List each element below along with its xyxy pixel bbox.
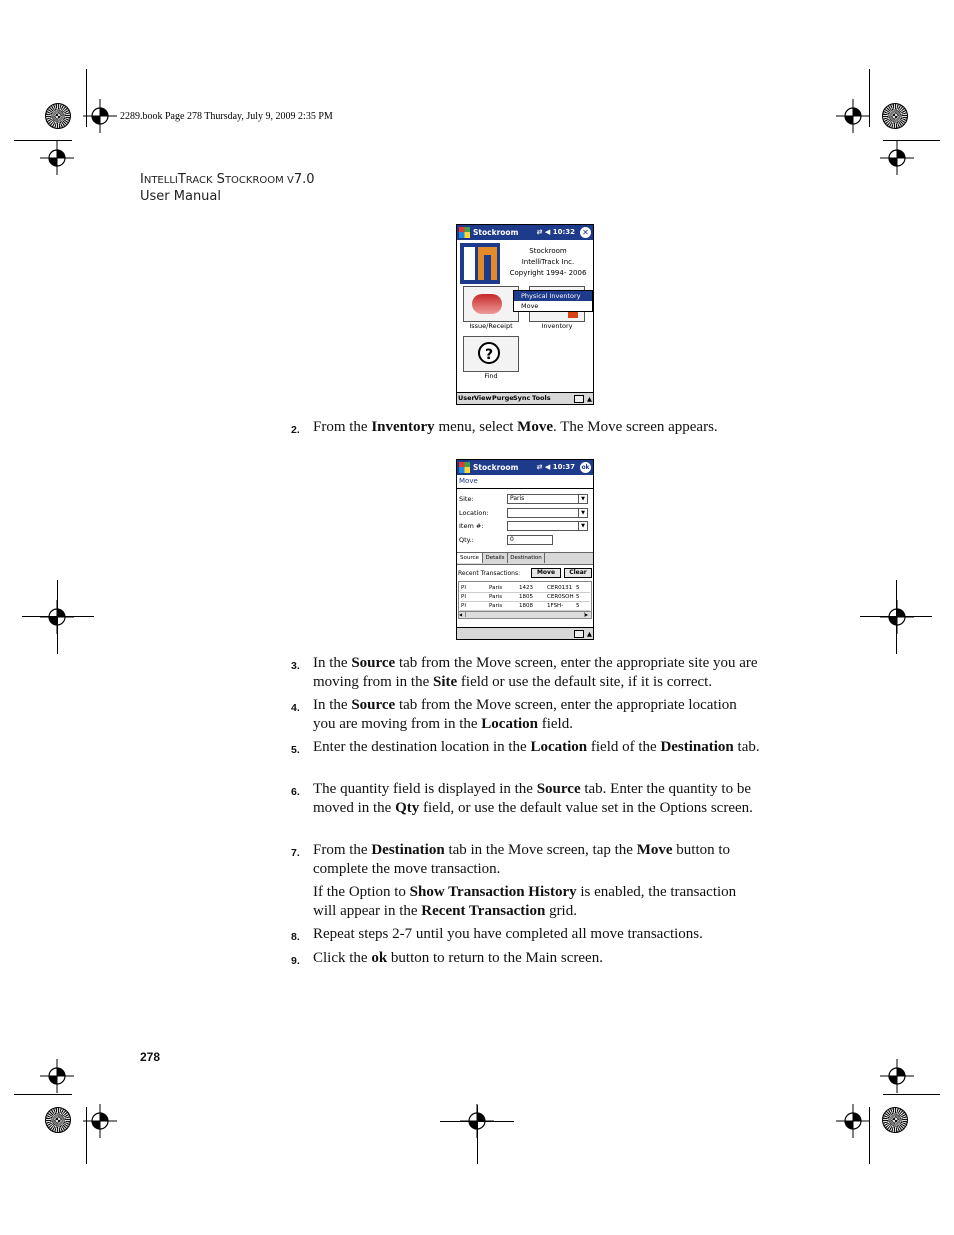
find-tile-icon: ? [463,336,519,372]
print-slug: 2289.book Page 278 Thursday, July 9, 2009 2:35 PM [120,111,333,122]
step-text: Repeat steps 2-7 until you have completed all move transactions. [313,926,703,942]
grid-scrollbar: ◀ ▶ [459,611,591,618]
step-text: In the Source tab from the Move screen, enter the appropriate site you are moving from in the Site field or use the default site, if it is correct. [313,655,758,690]
windows-start-icon [459,462,470,473]
inventory-popup-menu [513,290,593,312]
site-label: Site: [459,495,474,503]
qty-label: Qty.: [459,536,474,544]
step-text: Click the ok button to return to the Main screen. [313,950,603,966]
close-icon: ✕ [580,227,591,238]
menu-bar: User View Purge Sync Tools ▲ [458,394,592,403]
tab-bar [457,552,593,565]
clear-button: Clear [564,568,592,578]
ok-icon: ok [581,464,590,471]
menu-item-physical-inventory: Physical Inventory [514,291,592,301]
issue-receipt-tile-icon [463,286,519,322]
tray-time: ⇄ ◀ 10:37 [536,463,575,471]
windows-start-icon [459,227,470,238]
stockroom-main-screenshot [456,224,594,405]
app-title: Stockroom [473,228,519,237]
recent-transactions-label: Recent Transactions: [458,570,521,577]
move-button: Move [531,568,561,578]
page-number: 278 [140,1050,161,1064]
tab-details: Details [483,553,508,563]
transactions-grid [458,581,592,619]
intellitrack-logo [460,243,500,284]
tile-label-find: Find [484,372,498,380]
qty-field: 0 [507,535,553,545]
step-text: From the Inventory menu, select Move. The Move screen appears. [313,419,718,435]
item-label: Item #: [459,522,484,530]
tab-source: Source [457,553,483,563]
menu-bar: ▲ [457,627,593,639]
tab-destination: Destination [508,553,545,563]
item-dropdown: ▼ [507,521,588,531]
color-target-mark [45,103,71,129]
title-bar [457,460,593,475]
keyboard-icon [574,395,584,403]
tile-label-issue-receipt: Issue/Receipt [469,322,513,330]
step-text: Enter the destination location in the Location field of the Destination tab. [313,739,760,755]
running-head-subtitle: User Manual [140,189,222,204]
table-row: PI Paris 1805 CER0SOH 5 [460,593,590,602]
location-dropdown: ▼ [507,508,588,518]
table-row: PI Paris 1423 CER0131 5 [460,584,590,593]
keyboard-icon [574,630,584,638]
menu-item-move: Move [521,302,539,310]
app-title: Stockroom [473,463,519,472]
color-target-mark [882,1107,908,1133]
tile-label-inventory: Inventory [541,322,573,330]
table-row: PI Paris 1808 1FSH- 5 [460,602,590,611]
step-text: The quantity field is displayed in the Source tab. Enter the quantity to be moved in the Qty field, or use the default value set in the Options screen. [313,781,753,816]
location-label: Location: [459,509,489,517]
title-bar [457,225,593,240]
about-text: Stockroom IntelliTrack Inc. Copyright 1994- 2006 [509,247,587,277]
step-text: If the Option to Show Transaction History is enabled, the transaction will appear in the Recent Transaction grid. [313,884,737,919]
running-head-title: INTELLITRACK STOCKROOM V7.0 [140,172,315,187]
color-target-mark [45,1107,71,1133]
tray-time: ⇄ ◀ 10:32 [536,228,575,236]
site-dropdown: Paris ▼ [507,494,588,504]
screen-heading: Move [459,477,478,485]
step-text: From the Destination tab in the Move screen, tap the Move button to complete the move transaction. [313,842,731,877]
move-screen-screenshot [456,459,594,640]
color-target-mark [882,103,908,129]
step-text: In the Source tab from the Move screen, enter the appropriate location you are moving from in the Location field. [313,697,737,732]
